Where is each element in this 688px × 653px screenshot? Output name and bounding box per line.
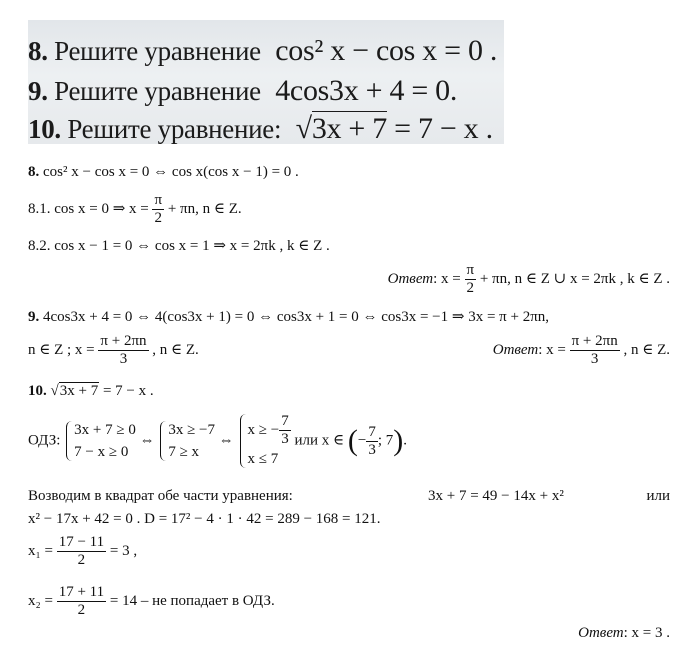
photo-problem-9: 9. Решите уравнение 4cos3x + 4 = 0.: [28, 74, 458, 107]
problem-photo: [28, 20, 504, 144]
s10-square-line: Возводим в квадрат обе части уравнения: 3x + 7 = 49 − 14x + x² или: [28, 488, 670, 504]
odz-system-2: 3x ≥ −7 7 ≥ x: [158, 419, 215, 463]
s9-line1: 9. 4cos3x + 4 = 0 ⇔ 4(cos3x + 1) = 0 ⇔ cos3x + 1 = 0 ⇔ cos3x = −1 ⇒ 3x = π + 2πn,: [28, 309, 550, 325]
s10-equation: 10. √3x + 7 = 7 − x .: [28, 383, 154, 399]
s9-answer: Ответ: x = $\frac{\pi + 2\pi n}{3}$ , n ∈ Z.: [492, 333, 670, 367]
s10-root-x1: x₁ = $\frac{17 - 11}{2}$ = 3 ,: [28, 534, 138, 568]
s9-line2: n ∈ Z ; x = $\frac{\pi + 2\pi n}{3}$ , n ∈ Z.: [28, 333, 199, 367]
s10-quadratic: x² − 17x + 42 = 0 . D = 17² − 4 · 1 · 42 = 289 − 168 = 121.: [28, 511, 381, 527]
s8-line1: 8. cos² x − cos x = 0 ⇔ cos x(cos x − 1) = 0 .: [28, 164, 299, 180]
s10-odz: ОДЗ: 3x + 7 ≥ 0 7 − x ≥ 0 ⇔ 3x ≥ −7 7 ≥ x ⇔ x ≥ − $\frac{7}{3}$ x ≤ 7 или x ∈ (− $\frac{7}{3}$ ; 7).: [28, 412, 407, 470]
s8-answer: Ответ: x = $\frac{\pi}{2}$ + πn, n ∈ Z ∪ x = 2πk , k ∈ Z .: [387, 262, 670, 296]
photo-problem-8: 8. Решите уравнение cos² x − cos x = 0 .: [28, 34, 498, 67]
photo-problem-10: 10. Решите уравнение: √3x + 7 = 7 − x .: [28, 112, 493, 144]
s8-line-8-1: 8.1. cos x = 0 ⇒ x = $\frac{\pi}{2}$ + πn, n ∈ Z.: [28, 192, 242, 226]
odz-system-3: x ≥ − $\frac{7}{3}$ x ≤ 7: [238, 412, 291, 470]
s10-root-x2: x₂ = $\frac{17 + 11}{2}$ = 14 – не попадает в ОДЗ.: [28, 584, 275, 618]
odz-system-1: 3x + 7 ≥ 0 7 − x ≥ 0: [64, 419, 136, 463]
s8-line-8-2: 8.2. cos x − 1 = 0 ⇔ cos x = 1 ⇒ x = 2πk , k ∈ Z .: [28, 238, 330, 254]
s10-answer: Ответ: x = 3 .: [578, 625, 670, 641]
